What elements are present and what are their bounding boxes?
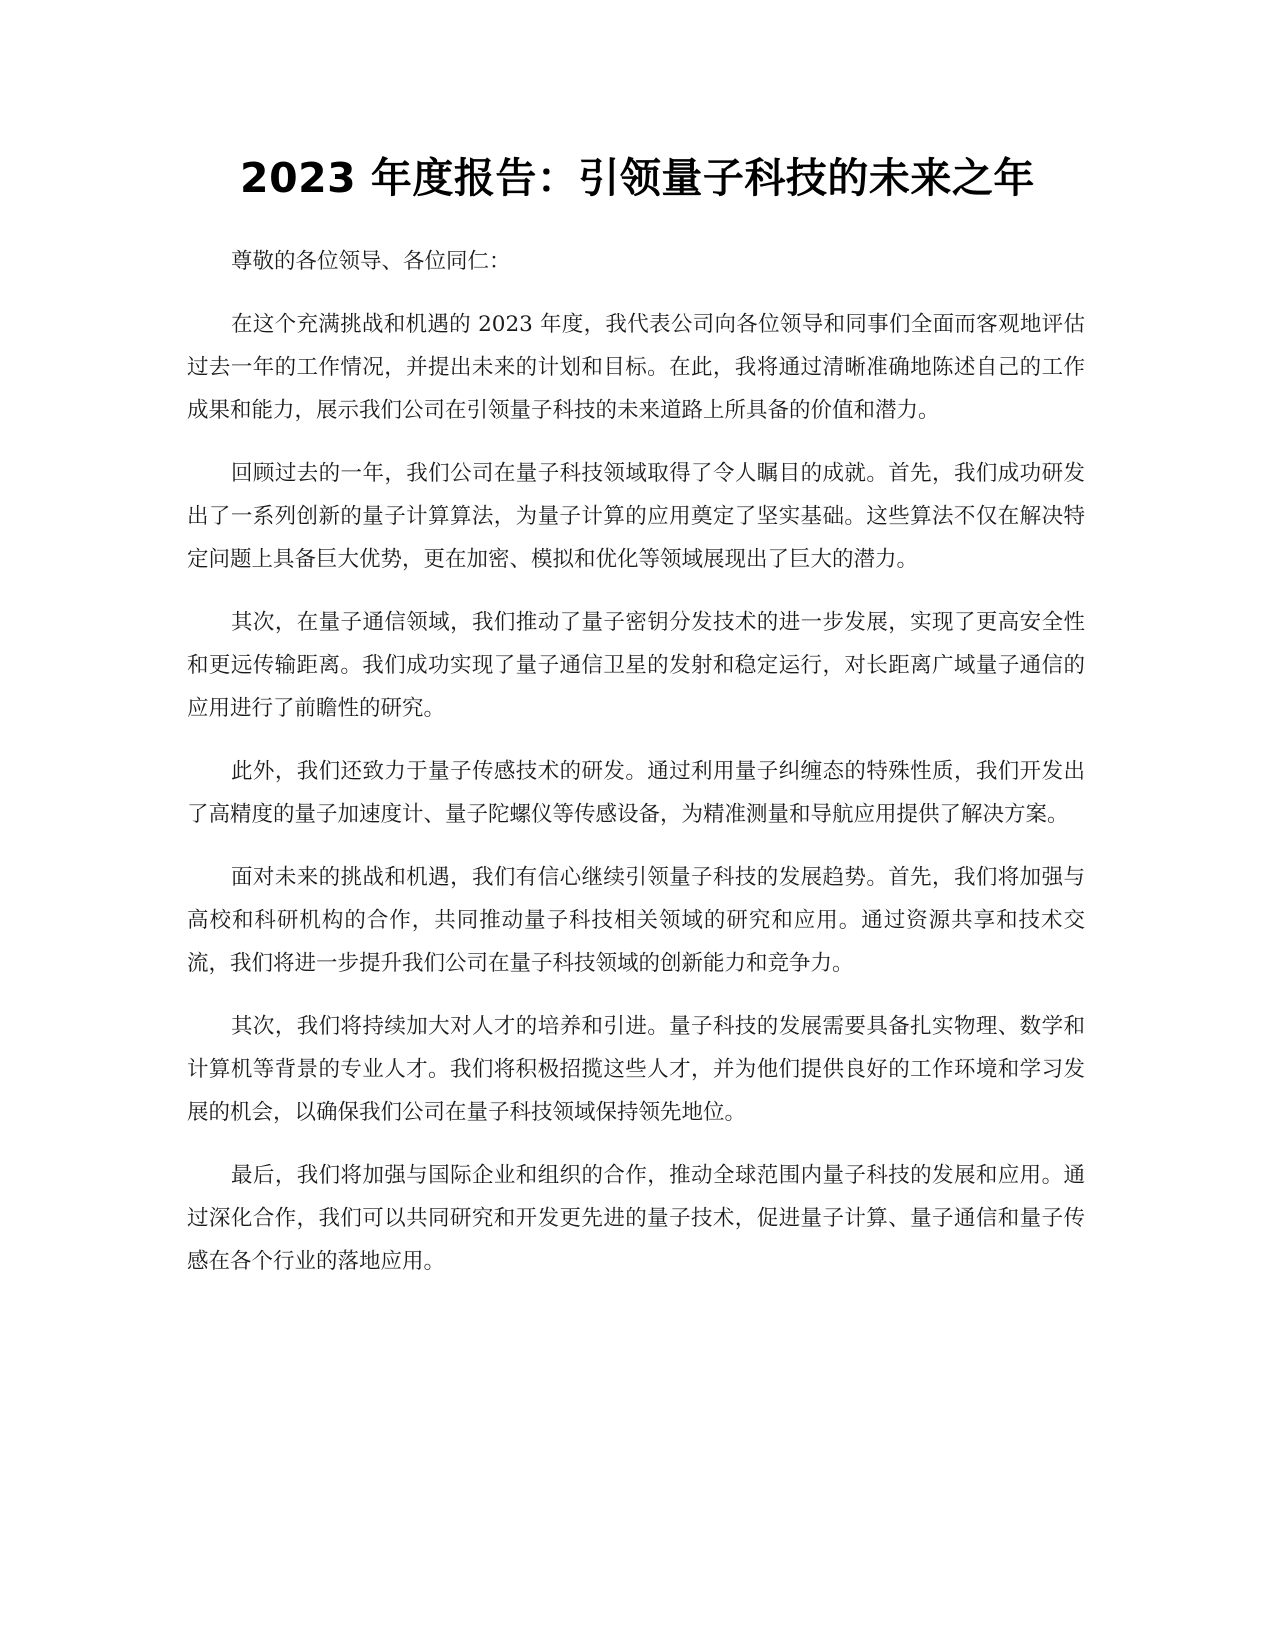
body-paragraph: 最后，我们将加强与国际企业和组织的合作，推动全球范围内量子科技的发展和应用。通过深化合作，我们可以共同研究和开发更先进的量子技术，促进量子计算、量子通信和量子传感在各个行业的落地应用。 <box>187 1163 1085 1274</box>
document-body <box>187 240 1085 1303</box>
body-paragraph: 面对未来的挑战和机遇，我们有信心继续引领量子科技的发展趋势。首先，我们将加强与高校和科研机构的合作，共同推动量子科技相关领域的研究和应用。通过资源共享和技术交流，我们将进一步提升我们公司在量子科技领域的创新能力和竞争力。 <box>187 865 1085 976</box>
body-paragraph: 此外，我们还致力于量子传感技术的研发。通过利用量子纠缠态的特殊性质，我们开发出了高精度的量子加速度计、量子陀螺仪等传感设备，为精准测量和导航应用提供了解决方案。 <box>187 759 1085 827</box>
body-paragraph: 在这个充满挑战和机遇的 2023 年度，我代表公司向各位领导和同事们全面而客观地评估过去一年的工作情况，并提出未来的计划和目标。在此，我将通过清晰准确地陈述自己的工作成果和能力，展示我们公司在引领量子科技的未来道路上所具备的价值和潜力。 <box>187 312 1085 423</box>
document-title: 2023 年度报告：引领量子科技的未来之年 <box>240 154 1035 202</box>
body-paragraph: 其次，在量子通信领域，我们推动了量子密钥分发技术的进一步发展，实现了更高安全性和更远传输距离。我们成功实现了量子通信卫星的发射和稳定运行，对长距离广域量子通信的应用进行了前瞻性的研究。 <box>187 610 1085 721</box>
body-paragraph: 回顾过去的一年，我们公司在量子科技领域取得了令人瞩目的成就。首先，我们成功研发出了一系列创新的量子计算算法，为量子计算的应用奠定了坚实基础。这些算法不仅在解决特定问题上具备巨大优势，更在加密、模拟和优化等领域展现出了巨大的潜力。 <box>187 461 1085 572</box>
body-paragraph: 其次，我们将持续加大对人才的培养和引进。量子科技的发展需要具备扎实物理、数学和计算机等背景的专业人才。我们将积极招揽这些人才，并为他们提供良好的工作环境和学习发展的机会，以确保我们公司在量子科技领域保持领先地位。 <box>187 1014 1085 1125</box>
salutation-paragraph: 尊敬的各位领导、各位同仁： <box>231 249 511 274</box>
